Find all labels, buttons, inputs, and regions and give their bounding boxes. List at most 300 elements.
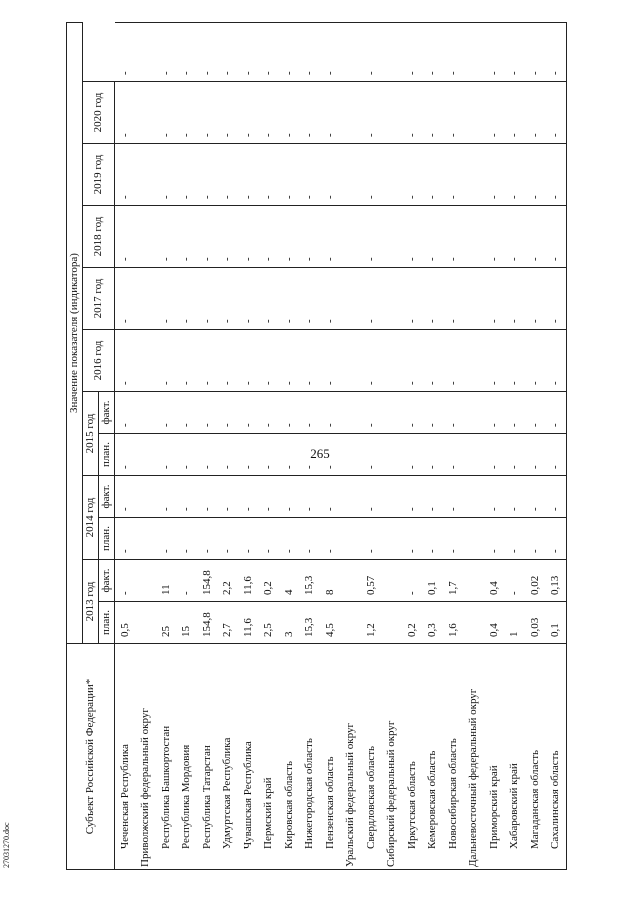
value-cell: [382, 392, 403, 434]
year-header: 2020 год: [83, 82, 115, 144]
table-body: [115, 23, 567, 870]
value-cell: [136, 602, 157, 644]
value-cell: -: [505, 518, 526, 560]
value-cell: -: [361, 330, 382, 392]
value-cell: [382, 330, 403, 392]
value-cell: -: [279, 434, 300, 476]
value-cell: [136, 206, 157, 268]
value-cell: [382, 82, 403, 144]
value-cell: [464, 82, 485, 144]
value-cell: -: [443, 206, 464, 268]
value-cell: -: [484, 23, 505, 82]
value-cell: [341, 144, 362, 206]
value-cell: -: [197, 144, 218, 206]
value-cell: -: [402, 206, 423, 268]
value-cell: -: [423, 144, 444, 206]
value-cell: -: [177, 23, 198, 82]
value-cell: -: [259, 82, 280, 144]
value-cell: 154,8: [197, 602, 218, 644]
value-cell: 8: [320, 560, 341, 602]
value-cell: 154,8: [197, 560, 218, 602]
region-name: Кемеровская область: [423, 644, 444, 870]
value-cell: -: [115, 82, 136, 144]
value-cell: -: [484, 144, 505, 206]
value-cell: -: [423, 206, 444, 268]
value-cell: -: [525, 392, 546, 434]
value-cell: -: [259, 144, 280, 206]
value-cell: -: [361, 518, 382, 560]
value-cell: -: [320, 518, 341, 560]
value-cell: -: [259, 23, 280, 82]
value-cell: -: [505, 330, 526, 392]
value-cell: -: [238, 476, 259, 518]
value-cell: [136, 23, 157, 82]
fact-header: факт.: [99, 560, 115, 602]
value-cell: [341, 206, 362, 268]
value-cell: 4,5: [320, 602, 341, 644]
value-cell: -: [525, 518, 546, 560]
value-cell: -: [505, 268, 526, 330]
value-cell: -: [218, 23, 239, 82]
year-header: 2018 год: [83, 206, 115, 268]
value-cell: -: [238, 434, 259, 476]
value-cell: [464, 518, 485, 560]
value-cell: -: [177, 206, 198, 268]
value-cell: -: [525, 23, 546, 82]
value-cell: -: [423, 392, 444, 434]
table-row: [423, 23, 444, 870]
value-cell: -: [320, 82, 341, 144]
value-cell: 25: [156, 602, 177, 644]
value-cell: 4: [279, 560, 300, 602]
value-cell: -: [279, 23, 300, 82]
value-cell: -: [300, 434, 321, 476]
value-cell: [341, 434, 362, 476]
value-cell: -: [197, 476, 218, 518]
value-cell: -: [361, 392, 382, 434]
plan-header: план.: [99, 434, 115, 476]
value-cell: -: [423, 23, 444, 82]
value-cell: -: [546, 392, 567, 434]
value-cell: -: [546, 144, 567, 206]
table-row: [464, 23, 485, 870]
value-cell: [464, 434, 485, 476]
value-cell: [136, 82, 157, 144]
value-cell: -: [156, 434, 177, 476]
value-cell: -: [423, 434, 444, 476]
value-cell: -: [546, 268, 567, 330]
value-cell: -: [525, 330, 546, 392]
value-cell: [136, 144, 157, 206]
value-cell: -: [279, 518, 300, 560]
value-cell: -: [320, 144, 341, 206]
value-cell: [136, 392, 157, 434]
value-cell: [382, 23, 403, 82]
value-cell: [464, 23, 485, 82]
value-cell: -: [259, 476, 280, 518]
region-name: Магаданская область: [525, 644, 546, 870]
value-cell: [136, 518, 157, 560]
value-cell: -: [218, 144, 239, 206]
value-cell: [136, 434, 157, 476]
value-cell: -: [443, 268, 464, 330]
value-cell: -: [402, 518, 423, 560]
value-cell: -: [402, 330, 423, 392]
value-cell: 11,6: [238, 602, 259, 644]
region-name: Свердловская область: [361, 644, 382, 870]
value-cell: 11,6: [238, 560, 259, 602]
value-cell: [136, 330, 157, 392]
value-cell: -: [546, 206, 567, 268]
value-cell: -: [197, 206, 218, 268]
value-cell: -: [238, 330, 259, 392]
value-cell: -: [525, 144, 546, 206]
value-cell: -: [259, 392, 280, 434]
region-name: Чеченская Республика: [115, 644, 136, 870]
table-row: [546, 23, 567, 870]
table-row: [382, 23, 403, 870]
year-header: 2014 год: [83, 476, 99, 560]
value-cell: -: [546, 476, 567, 518]
value-cell: -: [197, 23, 218, 82]
value-cell: 0,1: [423, 560, 444, 602]
value-cell: -: [484, 476, 505, 518]
subject-header: Субъект Российской Федерации*: [67, 644, 115, 870]
value-cell: -: [443, 82, 464, 144]
value-cell: -: [238, 23, 259, 82]
value-cell: 2,7: [218, 602, 239, 644]
value-cell: 0,2: [402, 602, 423, 644]
value-cell: -: [320, 23, 341, 82]
value-cell: [341, 602, 362, 644]
value-cell: 15,3: [300, 602, 321, 644]
table-row: [443, 23, 464, 870]
value-cell: -: [484, 82, 505, 144]
value-cell: [341, 23, 362, 82]
value-cell: -: [505, 206, 526, 268]
value-cell: -: [300, 330, 321, 392]
value-cell: 0,5: [115, 602, 136, 644]
value-cell: -: [115, 144, 136, 206]
value-cell: -: [177, 518, 198, 560]
table-row: [279, 23, 300, 870]
value-cell: -: [177, 476, 198, 518]
table-row: [238, 23, 259, 870]
value-cell: -: [218, 476, 239, 518]
page-number: 265: [310, 446, 330, 461]
value-cell: [136, 268, 157, 330]
value-cell: -: [156, 206, 177, 268]
value-cell: -: [218, 268, 239, 330]
value-cell: [382, 268, 403, 330]
value-cell: -: [115, 206, 136, 268]
value-cell: -: [443, 330, 464, 392]
indicator-table: [66, 22, 567, 870]
district-name: Сибирский федеральный округ: [382, 644, 403, 870]
value-cell: -: [443, 144, 464, 206]
value-cell: -: [156, 144, 177, 206]
table-row: [525, 23, 546, 870]
value-cell: -: [505, 434, 526, 476]
value-cell: -: [402, 268, 423, 330]
value-cell: -: [402, 434, 423, 476]
value-cell: -: [279, 268, 300, 330]
value-cell: [136, 476, 157, 518]
value-cell: [341, 560, 362, 602]
value-cell: -: [197, 392, 218, 434]
value-cell: -: [484, 518, 505, 560]
plan-header: план.: [99, 518, 115, 560]
value-cell: 0,4: [484, 602, 505, 644]
value-cell: -: [300, 268, 321, 330]
region-name: Республика Татарстан: [197, 644, 218, 870]
value-cell: -: [177, 560, 198, 602]
value-cell: -: [402, 560, 423, 602]
value-cell: -: [320, 268, 341, 330]
value-cell: -: [259, 206, 280, 268]
value-cell: -: [115, 23, 136, 82]
value-cell: -: [505, 392, 526, 434]
value-cell: [464, 392, 485, 434]
value-cell: -: [156, 330, 177, 392]
value-cell: -: [320, 392, 341, 434]
value-cell: [464, 560, 485, 602]
value-cell: -: [525, 206, 546, 268]
value-cell: -: [320, 434, 341, 476]
value-cell: 0,02: [525, 560, 546, 602]
value-cell: -: [156, 82, 177, 144]
value-cell: -: [361, 434, 382, 476]
value-cell: 2,2: [218, 560, 239, 602]
region-name: Новосибирская область: [443, 644, 464, 870]
value-cell: -: [197, 434, 218, 476]
value-cell: 15,3: [300, 560, 321, 602]
table-header: [67, 23, 115, 870]
table-row: [361, 23, 382, 870]
year-header: 2013 год: [83, 560, 99, 644]
value-cell: -: [361, 23, 382, 82]
region-name: Республика Мордовия: [177, 644, 198, 870]
value-cell: -: [238, 392, 259, 434]
value-cell: -: [546, 330, 567, 392]
value-cell: -: [505, 144, 526, 206]
value-cell: -: [484, 206, 505, 268]
value-cell: [464, 268, 485, 330]
value-cell: -: [361, 476, 382, 518]
value-cell: [464, 330, 485, 392]
value-cell: [341, 476, 362, 518]
value-cell: 1: [505, 602, 526, 644]
value-cell: -: [402, 144, 423, 206]
table-row: [402, 23, 423, 870]
region-name: Пензенская область: [320, 644, 341, 870]
value-cell: -: [115, 392, 136, 434]
value-cell: 1,6: [443, 602, 464, 644]
value-cell: -: [115, 476, 136, 518]
value-cell: -: [279, 82, 300, 144]
value-cell: 0,13: [546, 560, 567, 602]
value-cell: -: [197, 518, 218, 560]
value-cell: -: [177, 434, 198, 476]
value-cell: -: [300, 518, 321, 560]
value-cell: [382, 602, 403, 644]
district-name: Уральский федеральный округ: [341, 644, 362, 870]
value-cell: [341, 330, 362, 392]
value-cell: -: [279, 206, 300, 268]
value-cell: 0,03: [525, 602, 546, 644]
value-cell: -: [300, 206, 321, 268]
value-cell: 0,4: [484, 560, 505, 602]
value-cell: -: [218, 518, 239, 560]
table-row: [300, 23, 321, 870]
value-cell: -: [402, 23, 423, 82]
value-cell: -: [423, 518, 444, 560]
value-cell: [464, 602, 485, 644]
value-cell: -: [259, 330, 280, 392]
value-cell: -: [546, 82, 567, 144]
value-cell: 2,5: [259, 602, 280, 644]
table-row: [259, 23, 280, 870]
value-cell: [341, 518, 362, 560]
value-cell: -: [177, 144, 198, 206]
value-cell: -: [300, 392, 321, 434]
value-cell: -: [156, 392, 177, 434]
value-cell: -: [361, 268, 382, 330]
district-name: Приволжский федеральный округ: [136, 644, 157, 870]
year-header: 2015 год: [83, 392, 99, 476]
value-cell: -: [443, 434, 464, 476]
value-cell: -: [156, 476, 177, 518]
table-row: [505, 23, 526, 870]
value-cell: -: [177, 330, 198, 392]
value-cell: -: [259, 518, 280, 560]
value-cell: -: [484, 434, 505, 476]
region-name: Кировская область: [279, 644, 300, 870]
value-cell: -: [546, 23, 567, 82]
year-header: 2017 год: [83, 268, 115, 330]
value-cell: -: [238, 144, 259, 206]
region-name: Нижегородская область: [300, 644, 321, 870]
value-cell: -: [423, 268, 444, 330]
region-name: Чувашская Республика: [238, 644, 259, 870]
region-name: Хабаровский край: [505, 644, 526, 870]
value-cell: -: [177, 268, 198, 330]
table-row: [115, 23, 136, 870]
table-row: [136, 23, 157, 870]
region-name: Республика Башкортостан: [156, 644, 177, 870]
value-cell: -: [361, 206, 382, 268]
value-cell: -: [484, 268, 505, 330]
value-cell: -: [218, 330, 239, 392]
value-cell: 0,2: [259, 560, 280, 602]
value-cell: [382, 144, 403, 206]
value-cell: -: [259, 434, 280, 476]
value-cell: -: [115, 434, 136, 476]
value-cell: [464, 144, 485, 206]
value-cell: -: [238, 518, 259, 560]
value-cell: [341, 82, 362, 144]
region-name: Пермский край: [259, 644, 280, 870]
value-cell: -: [218, 82, 239, 144]
value-cell: -: [115, 518, 136, 560]
region-name: Иркутская область: [402, 644, 423, 870]
value-cell: [382, 206, 403, 268]
value-cell: 0,1: [546, 602, 567, 644]
value-cell: -: [423, 82, 444, 144]
value-cell: -: [320, 476, 341, 518]
value-cell: [464, 206, 485, 268]
value-cell: -: [300, 82, 321, 144]
value-cell: -: [402, 476, 423, 518]
value-cell: 0,3: [423, 602, 444, 644]
value-cell: -: [197, 82, 218, 144]
table-row: [484, 23, 505, 870]
value-cell: -: [115, 560, 136, 602]
value-cell: -: [443, 476, 464, 518]
value-cell: -: [197, 330, 218, 392]
value-cell: -: [525, 434, 546, 476]
rotated-table-frame: [66, 22, 562, 870]
table-row: [341, 23, 362, 870]
value-cell: -: [197, 268, 218, 330]
value-cell: -: [259, 268, 280, 330]
value-cell: -: [443, 518, 464, 560]
value-cell: -: [525, 268, 546, 330]
value-cell: -: [423, 330, 444, 392]
value-cell: -: [505, 23, 526, 82]
value-cell: -: [546, 434, 567, 476]
value-cell: -: [546, 518, 567, 560]
value-cell: -: [300, 476, 321, 518]
value-cell: 0,57: [361, 560, 382, 602]
value-cell: -: [484, 392, 505, 434]
value-cell: -: [156, 23, 177, 82]
table-row: [156, 23, 177, 870]
value-cell: [382, 434, 403, 476]
value-cell: -: [115, 268, 136, 330]
year-header: 2016 год: [83, 330, 115, 392]
footer-filename: 27031270.doc: [2, 822, 11, 868]
value-cell: 11: [156, 560, 177, 602]
value-cell: -: [525, 82, 546, 144]
value-cell: -: [238, 268, 259, 330]
value-cell: [341, 268, 362, 330]
district-name: Дальневосточный федеральный округ: [464, 644, 485, 870]
value-cell: -: [177, 82, 198, 144]
region-name: Удмуртская Республика: [218, 644, 239, 870]
value-cell: -: [484, 330, 505, 392]
table-row: [320, 23, 341, 870]
value-cell: 1,2: [361, 602, 382, 644]
value-cell: -: [300, 23, 321, 82]
value-cell: -: [320, 206, 341, 268]
value-cell: -: [402, 82, 423, 144]
value-cell: -: [279, 476, 300, 518]
value-cell: -: [525, 476, 546, 518]
region-name: Приморский край: [484, 644, 505, 870]
value-cell: [382, 476, 403, 518]
value-cell: [382, 560, 403, 602]
plan-header: план.: [99, 602, 115, 644]
value-cell: -: [279, 144, 300, 206]
value-cell: [136, 560, 157, 602]
year-header: 2019 год: [83, 144, 115, 206]
table-row: [197, 23, 218, 870]
value-cell: [341, 392, 362, 434]
region-name: Сахалинская область: [546, 644, 567, 870]
value-cell: -: [279, 330, 300, 392]
value-cell: -: [218, 434, 239, 476]
